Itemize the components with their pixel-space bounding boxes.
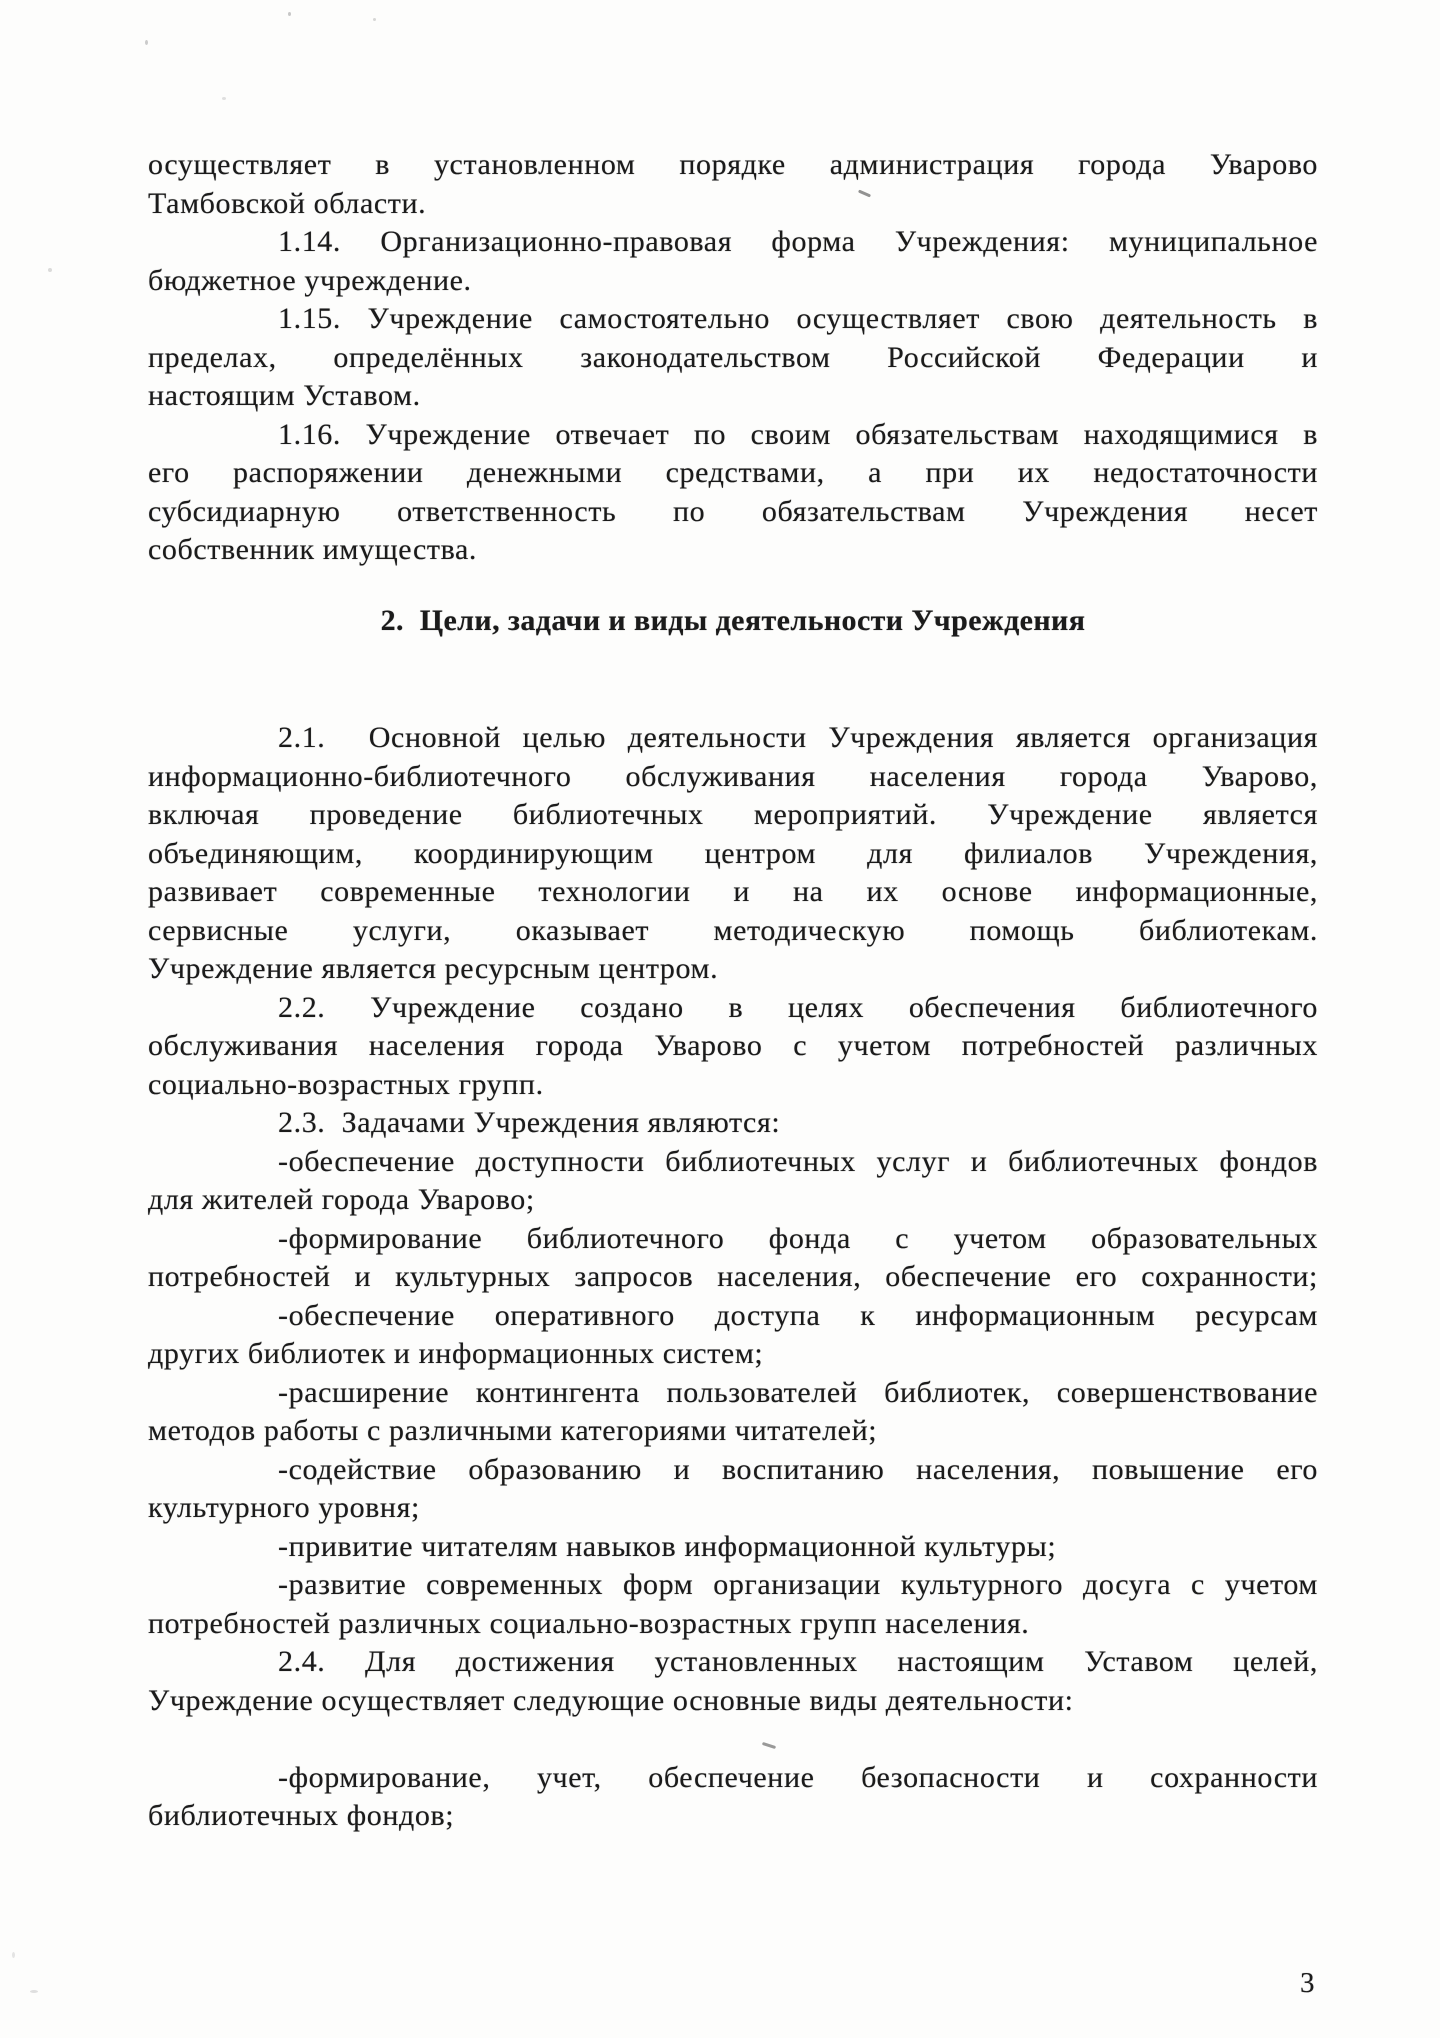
text-line: развивает современные технологии и на их основе информационные, (148, 875, 1318, 908)
text-line: -обеспечение доступности библиотечных услуг и библиотечных фондов (278, 1144, 1318, 1178)
text-line: других библиотек и информационных систем; (148, 1337, 764, 1370)
scan-speck (222, 97, 226, 100)
text-line: Тамбовской области. (148, 186, 427, 220)
text-line: сервисные услуги, оказывает методическую помощь библиотекам. (148, 913, 1318, 947)
text-line: -расширение контингента пользователей библиотек, совершенствование (278, 1375, 1318, 1409)
text-line: 1.15. Учреждение самостоятельно осуществляет свою деятельность в (278, 302, 1318, 335)
text-line: культурного уровня; (148, 1491, 420, 1524)
paragraph-2-1 (148, 719, 1318, 989)
list-item-leisure-forms (148, 1566, 1318, 1643)
text-line: потребностей и культурных запросов населения, обеспечение его сохранности; (148, 1260, 1318, 1293)
text-line: 2.2. Учреждение создано в целях обеспечения библиотечного (278, 990, 1318, 1024)
text-line: 2.1. Основной целью деятельности Учреждения является организация (278, 721, 1318, 754)
text-line: Учреждение является ресурсным центром. (148, 952, 719, 985)
text-line: обслуживания населения города Уварово с учетом потребностей различных (148, 1029, 1318, 1062)
text-line: 2.4. Для достижения установленных настоящим Уставом целей, (278, 1645, 1318, 1678)
scan-speck (373, 18, 376, 21)
text-line: -привитие читателям навыков информационной культуры; (278, 1529, 1057, 1563)
text-line: пределах, определённых законодательством Российской Федерации и (148, 340, 1318, 374)
text-line: 1.16. Учреждение отвечает по своим обязательствам находящимися в (278, 417, 1318, 451)
text-line: включая проведение библиотечных мероприятий. Учреждение является (148, 798, 1318, 831)
scan-speck (30, 1990, 38, 1993)
text-line: -обеспечение оперативного доступа к информационным ресурсам (278, 1298, 1318, 1332)
text-line: субсидиарную ответственность по обязательствам Учреждения несет (148, 494, 1318, 528)
text-line: информационно-библиотечного обслуживания населения города Уварово, (148, 759, 1318, 793)
section-2-heading: 2. Цели, задачи и виды деятельности Учреждения (380, 603, 1086, 637)
paragraph-continuation (148, 146, 1318, 223)
text-line: социально-возрастных групп. (148, 1067, 544, 1101)
text-line: библиотечных фондов; (148, 1799, 455, 1832)
page-number: 3 (1300, 1967, 1315, 1999)
text-line: -формирование, учет, обеспечение безопасности и сохранности (278, 1760, 1318, 1794)
text-line: методов работы с различными категориями читателей; (148, 1414, 878, 1447)
paragraph-1-15 (148, 300, 1318, 416)
text-line: 1.14. Организационно-правовая форма Учреждения: муниципальное (278, 225, 1318, 258)
paragraph-1-16 (148, 416, 1318, 570)
list-item-fund-formation (148, 1220, 1318, 1297)
paragraph-2-3 (148, 1104, 1318, 1143)
text-line: 2.3. Задачами Учреждения являются: (278, 1106, 781, 1139)
scan-speck (145, 40, 148, 45)
text-line: -содействие образованию и воспитанию населения, повышение его (278, 1452, 1318, 1486)
list-item-accessibility (148, 1143, 1318, 1220)
list-item-fund-safety (148, 1759, 1318, 1836)
document-body (148, 0, 1318, 1836)
scan-speck (288, 12, 291, 16)
text-line: осуществляет в установленном порядке администрация города Уварово (148, 148, 1318, 181)
text-line: -формирование библиотечного фонда с учетом образовательных (278, 1221, 1318, 1255)
text-line: Учреждение осуществляет следующие основные виды деятельности: (148, 1683, 1074, 1717)
text-line: собственник имущества. (148, 533, 477, 566)
text-line: потребностей различных социально-возрастных групп населения. (148, 1606, 1030, 1640)
list-item-education-support (148, 1451, 1318, 1528)
scan-speck (12, 1952, 15, 1958)
paragraph-1-14 (148, 223, 1318, 300)
text-line: для жителей города Уварово; (148, 1183, 535, 1216)
text-line: настоящим Уставом. (148, 379, 421, 412)
list-item-information-culture (148, 1528, 1318, 1567)
paragraph-2-2 (148, 989, 1318, 1105)
text-line: бюджетное учреждение. (148, 263, 472, 297)
text-line: его распоряжении денежными средствами, а при их недостаточности (148, 456, 1318, 489)
paragraph-2-4 (148, 1643, 1318, 1720)
text-line: объединяющим, координирующим центром для филиалов Учреждения, (148, 836, 1318, 870)
scan-speck (48, 268, 52, 272)
list-item-user-expansion (148, 1374, 1318, 1451)
list-item-operational-access (148, 1297, 1318, 1374)
text-line: -развитие современных форм организации культурного досуга с учетом (278, 1568, 1318, 1601)
